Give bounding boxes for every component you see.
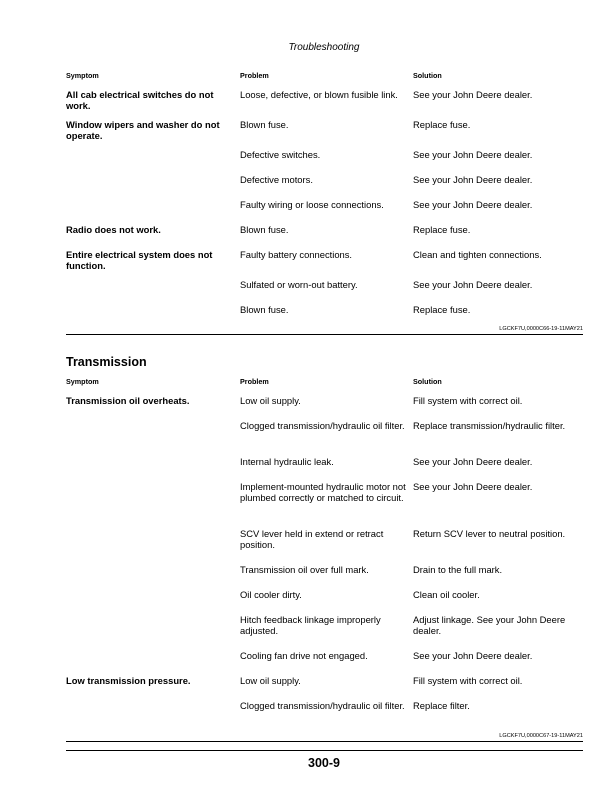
problem-cell: Sulfated or worn-out battery. [240, 279, 358, 290]
symptom-cell: Low transmission pressure. [66, 675, 191, 686]
solution-column-header: Solution [413, 377, 442, 386]
solution-cell: Clean and tighten connections. [413, 249, 542, 260]
solution-cell: See your John Deere dealer. [413, 199, 533, 210]
solution-cell: Replace filter. [413, 700, 470, 711]
solution-cell: Fill system with correct oil. [413, 395, 523, 406]
symptom-cell: Transmission oil overheats. [66, 395, 190, 406]
problem-cell: Defective switches. [240, 149, 321, 160]
problem-cell: Blown fuse. [240, 224, 289, 235]
solution-column-header: Solution [413, 71, 442, 80]
problem-cell: SCV lever held in extend or retract position. [240, 528, 384, 550]
problem-cell: Defective motors. [240, 174, 313, 185]
problem-cell: Blown fuse. [240, 119, 289, 130]
solution-cell: Replace transmission/hydraulic filter. [413, 420, 566, 431]
page-number: 300-9 [308, 756, 340, 770]
solution-cell: Clean oil cooler. [413, 589, 480, 600]
problem-column-header: Problem [240, 377, 269, 386]
problem-cell: Faulty battery connections. [240, 249, 353, 260]
problem-cell: Internal hydraulic leak. [240, 456, 334, 467]
section-divider [66, 334, 583, 335]
symptom-cell: Window wipers and washer do not operate. [66, 119, 220, 141]
solution-cell: See your John Deere dealer. [413, 279, 533, 290]
symptom-cell: Radio does not work. [66, 224, 161, 235]
problem-cell: Clogged transmission/hydraulic oil filter. [240, 700, 405, 711]
problem-cell: Hitch feedback linkage improperly adjusted. [240, 614, 381, 636]
problem-cell: Loose, defective, or blown fusible link. [240, 89, 398, 100]
reference-code: LGCKF7U,0000C66-19-11MAY21 [499, 326, 583, 332]
problem-cell: Implement-mounted hydraulic motor not plumbed correctly or matched to circuit. [240, 481, 406, 503]
solution-cell: See your John Deere dealer. [413, 149, 533, 160]
solution-cell: See your John Deere dealer. [413, 174, 533, 185]
problem-cell: Blown fuse. [240, 304, 289, 315]
solution-cell: See your John Deere dealer. [413, 89, 533, 100]
symptom-column-header: Symptom [66, 377, 99, 386]
solution-cell: See your John Deere dealer. [413, 481, 533, 492]
section-divider [66, 741, 583, 742]
symptom-cell: All cab electrical switches do not work. [66, 89, 214, 111]
problem-cell: Low oil supply. [240, 675, 301, 686]
problem-cell: Oil cooler dirty. [240, 589, 302, 600]
symptom-column-header: Symptom [66, 71, 99, 80]
problem-column-header: Problem [240, 71, 269, 80]
problem-cell: Clogged transmission/hydraulic oil filter. [240, 420, 405, 431]
solution-cell: Replace fuse. [413, 119, 471, 130]
problem-cell: Transmission oil over full mark. [240, 564, 369, 575]
reference-code: LGCKF7U,0000C67-19-11MAY21 [499, 733, 583, 739]
solution-cell: Replace fuse. [413, 224, 471, 235]
page-header: Troubleshooting [288, 42, 360, 53]
solution-cell: Fill system with correct oil. [413, 675, 523, 686]
problem-cell: Cooling fan drive not engaged. [240, 650, 368, 661]
solution-cell: Replace fuse. [413, 304, 471, 315]
problem-cell: Faulty wiring or loose connections. [240, 199, 384, 210]
solution-cell: Return SCV lever to neutral position. [413, 528, 566, 539]
section-title: Transmission [66, 355, 147, 369]
problem-cell: Low oil supply. [240, 395, 301, 406]
footer-rule [66, 750, 583, 751]
solution-cell: See your John Deere dealer. [413, 650, 533, 661]
solution-cell: Adjust linkage. See your John Deere dealer. [413, 614, 566, 636]
solution-cell: See your John Deere dealer. [413, 456, 533, 467]
symptom-cell: Entire electrical system does not function. [66, 249, 213, 271]
solution-cell: Drain to the full mark. [413, 564, 503, 575]
